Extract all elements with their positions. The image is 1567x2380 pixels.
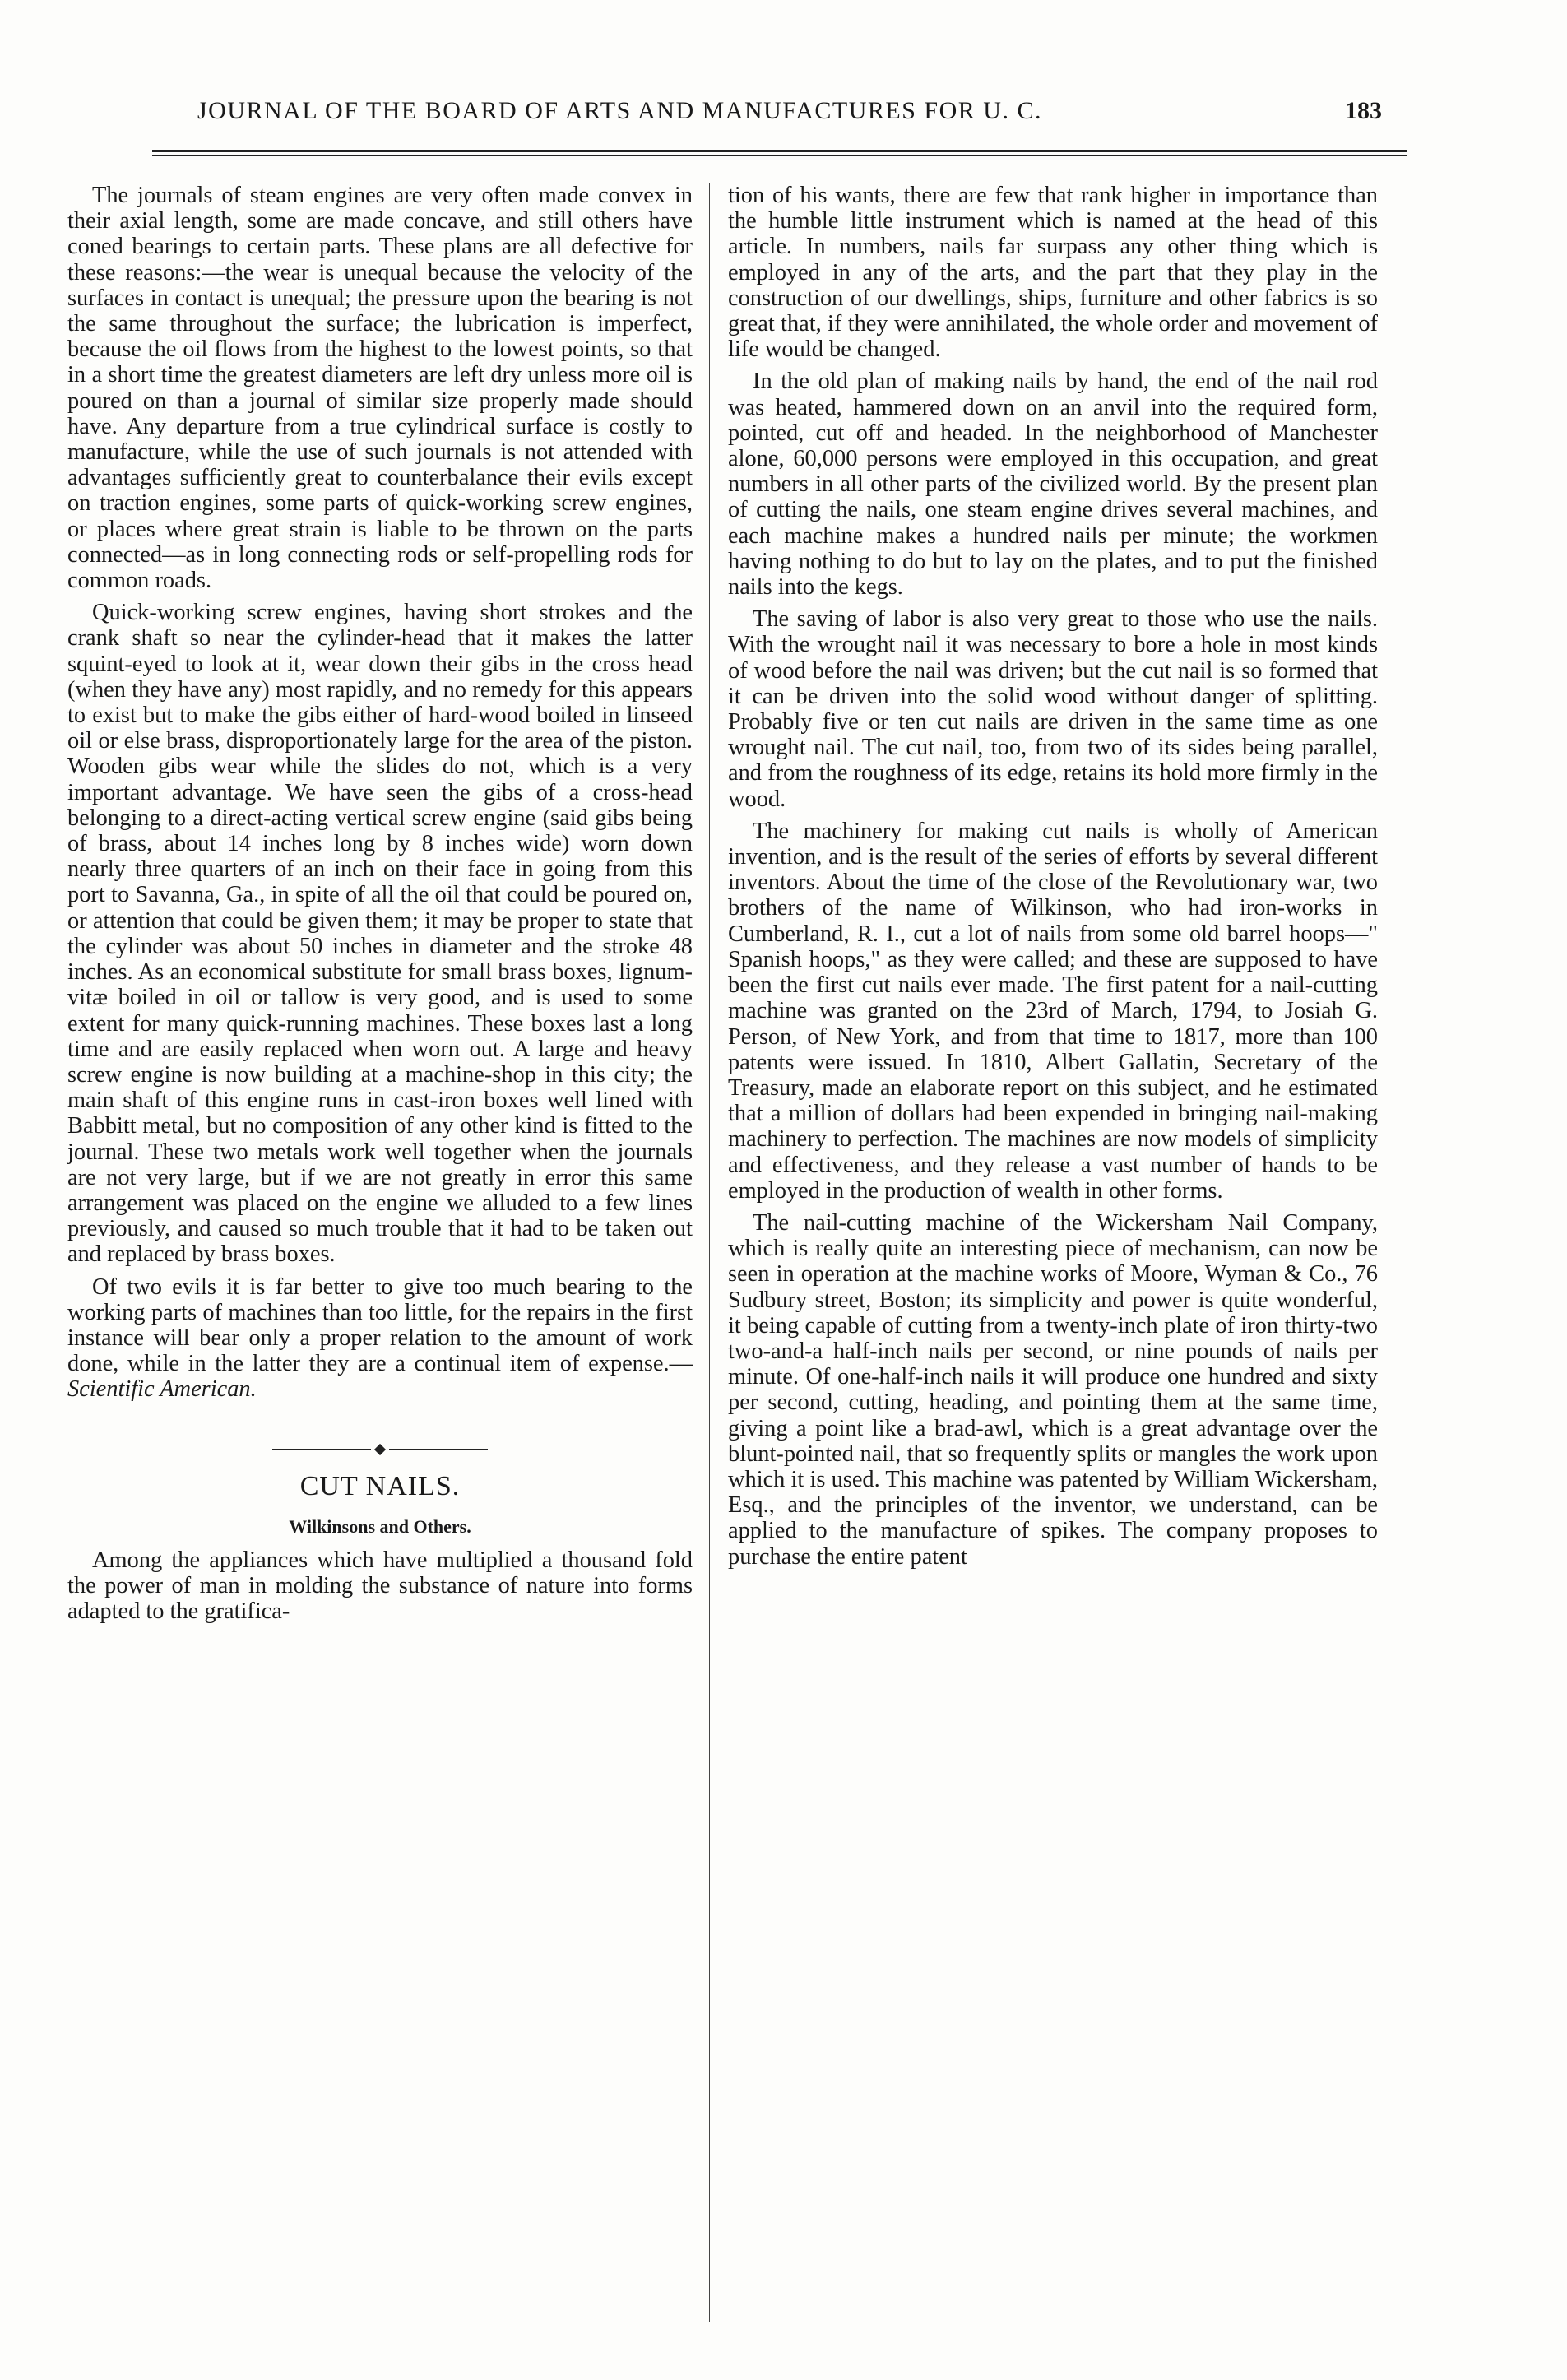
right-column [728, 183, 1378, 1576]
paragraph: The saving of labor is also very great to those who use the nails. With the wrought nail it was necessary to bore a hole in most kinds of wood before the nail was driven; but the cut nail is so formed that it can be driven into the solid wood without danger of splitting. Probably five or ten cut nails are driven in the same time as one wrought nail. The cut nail, too, from two of its sides being parallel, and from the roughness of its edge, retains its hold more firmly in the wood. [728, 606, 1378, 812]
divider-ornament [374, 1444, 386, 1455]
paragraph: Quick-working screw engines, having short strokes and the crank shaft so near the cylinder-head that it makes the latter squint-eyed to look at it, wear down their gibs in the cross head (when they have any) most rapidly, and no remedy for this appears to exist but to make the gibs either of hard-wood boiled in linseed oil or else brass, disproportionately large for the area of the piston. Wooden gibs wear while the slides do not, which is a very important advantage. We have seen the gibs of a cross-head belonging to a direct-acting vertical screw engine (said gibs being of brass, about 14 inches long by 8 inches wide) worn down nearly three quarters of an inch on their face in going from this port to Savanna, Ga., in spite of all the oil that could be poured on, or attention that could be given them; it may be proper to state that the cylinder was about 50 inches in diameter and the stroke 48 inches. As an economical substitute for small brass boxes, lignum-vitæ boiled in oil or tallow is very good, and is used to some extent for many quick-running machines. These boxes last a long time and are easily replaced when worn out. A large and heavy screw engine is now building at a machine-shop in this city; the main shaft of this engine runs in cast-iron boxes well lined with Babbitt metal, but no composition of any other kind is fitted to the journal. These two metals work well together when the journals are not very large, but if we are not greatly in error this same arrangement was placed on the engine we alluded to a few lines previously, and caused so much trouble that it had to be taken out and replaced by brass boxes. [67, 600, 693, 1268]
divider-line [389, 1449, 488, 1450]
paragraph: The journals of steam engines are very often made convex in their axial length, some are made concave, and still others have coned bearings to certain parts. These plans are all defective for these reasons:—the wear is unequal because the velocity of the surfaces in contact is unequal; the pressure upon the bearing is not the same throughout the surface; the lubrication is imperfect, because the oil flows from the highest to the lowest points, so that in a short time the greatest diameters are left dry unless more oil is poured on than a journal of similar size properly made should have. Any departure from a true cylindrical surface is costly to manufacture, while the use of such journals is not attended with advantages sufficiently great to counterbalance their evils except on traction engines, some parts of quick-working screw engines, or places where great strain is liable to be thrown on the parts connected—as in long connecting rods or self-propelling rods for common roads. [67, 183, 693, 594]
running-title: JOURNAL OF THE BOARD OF ARTS AND MANUFACTURES FOR U. C. [197, 97, 1042, 124]
paragraph-text: Of two evils it is far better to give too much bearing to the working parts of machines than too little, for the repairs in the first instance will bear only a proper relation to the amount of work done, while in the latter they are a continual item of expense.— [67, 1274, 693, 1377]
attribution: Scientific American. [67, 1376, 257, 1403]
paragraph [67, 1274, 693, 1403]
paragraph: Among the appliances which have multiplied a thousand fold the power of man in molding the substance of nature into forms adapted to the gratifica- [67, 1547, 693, 1625]
paragraph: The machinery for making cut nails is wholly of American invention, and is the result of the series of efforts by several different inventors. About the time of the close of the Revolutionary war, two brothers of the name of Wilkinson, who had iron-works in Cumberland, R. I., cut a lot of nails from some old barrel hoops—" Spanish hoops," as they were called; and these are supposed to have been the first cut nails ever made. The first patent for a nail-cutting machine was granted on the 23rd of March, 1794, to Josiah G. Person, of New York, and from that time to 1817, more than 100 patents were issued. In 1810, Albert Gallatin, Secretary of the Treasury, made an elaborate report on this subject, and he estimated that a million of dollars had been expended in bringing nail-making machinery to perfection. The machines are now models of simplicity and effectiveness, and they release a vast number of hands to be employed in the production of wealth in other forms. [728, 818, 1378, 1204]
article-subtitle: Wilkinsons and Others. [289, 1515, 471, 1537]
page-header [140, 97, 1398, 138]
header-rule [152, 150, 1407, 156]
paragraph: tion of his wants, there are few that rank higher in importance than the humble little instrument which is named at the head of this article. In numbers, nails far surpass any other thing which is employed in any of the arts, and the part that they play in the construction of our dwellings, ships, furniture and other fabrics is so great that, if they were annihilated, the whole order and movement of life would be changed. [728, 183, 1378, 363]
paragraph: In the old plan of making nails by hand, the end of the nail rod was heated, hammered down on an anvil into the required form, pointed, cut off and headed. In the neighborhood of Manchester alone, 60,000 persons were employed in this occupation, and great numbers in all other parts of the civilized world. By the present plan of cutting the nails, one steam engine drives several machines, and each machine makes a hundred nails per minute; the workmen having nothing to do but to lay on the plates, and to put the finished nails into the kegs. [728, 369, 1378, 601]
section-divider [67, 1436, 693, 1452]
column-divider [709, 183, 710, 2322]
paragraph: The nail-cutting machine of the Wickersham Nail Company, which is really quite an interesting piece of mechanism, can now be seen in operation at the machine works of Moore, Wyman & Co., 76 Sudbury street, Boston; its simplicity and power is quite wonderful, it being capable of cutting from a twenty-inch plate of iron thirty-two two-and-a half-inch nails per second, or nine pounds of nails per minute. Of one-half-inch nails it will produce one hundred and sixty per second, cutting, heading, and pointing them at the same time, giving a point like a brad-awl, which is a great advantage over the blunt-pointed nail, that so frequently splits or mangles the work upon which it is used. This machine was patented by William Wickersham, Esq., and the principles of the inventor, we understand, can be applied to the manufacture of spikes. The company proposes to purchase the entire patent [728, 1209, 1378, 1570]
left-column [67, 183, 693, 1631]
page-number: 183 [1345, 97, 1382, 124]
article-title: CUT NAILS. [299, 1470, 461, 1501]
divider-line [272, 1449, 371, 1450]
